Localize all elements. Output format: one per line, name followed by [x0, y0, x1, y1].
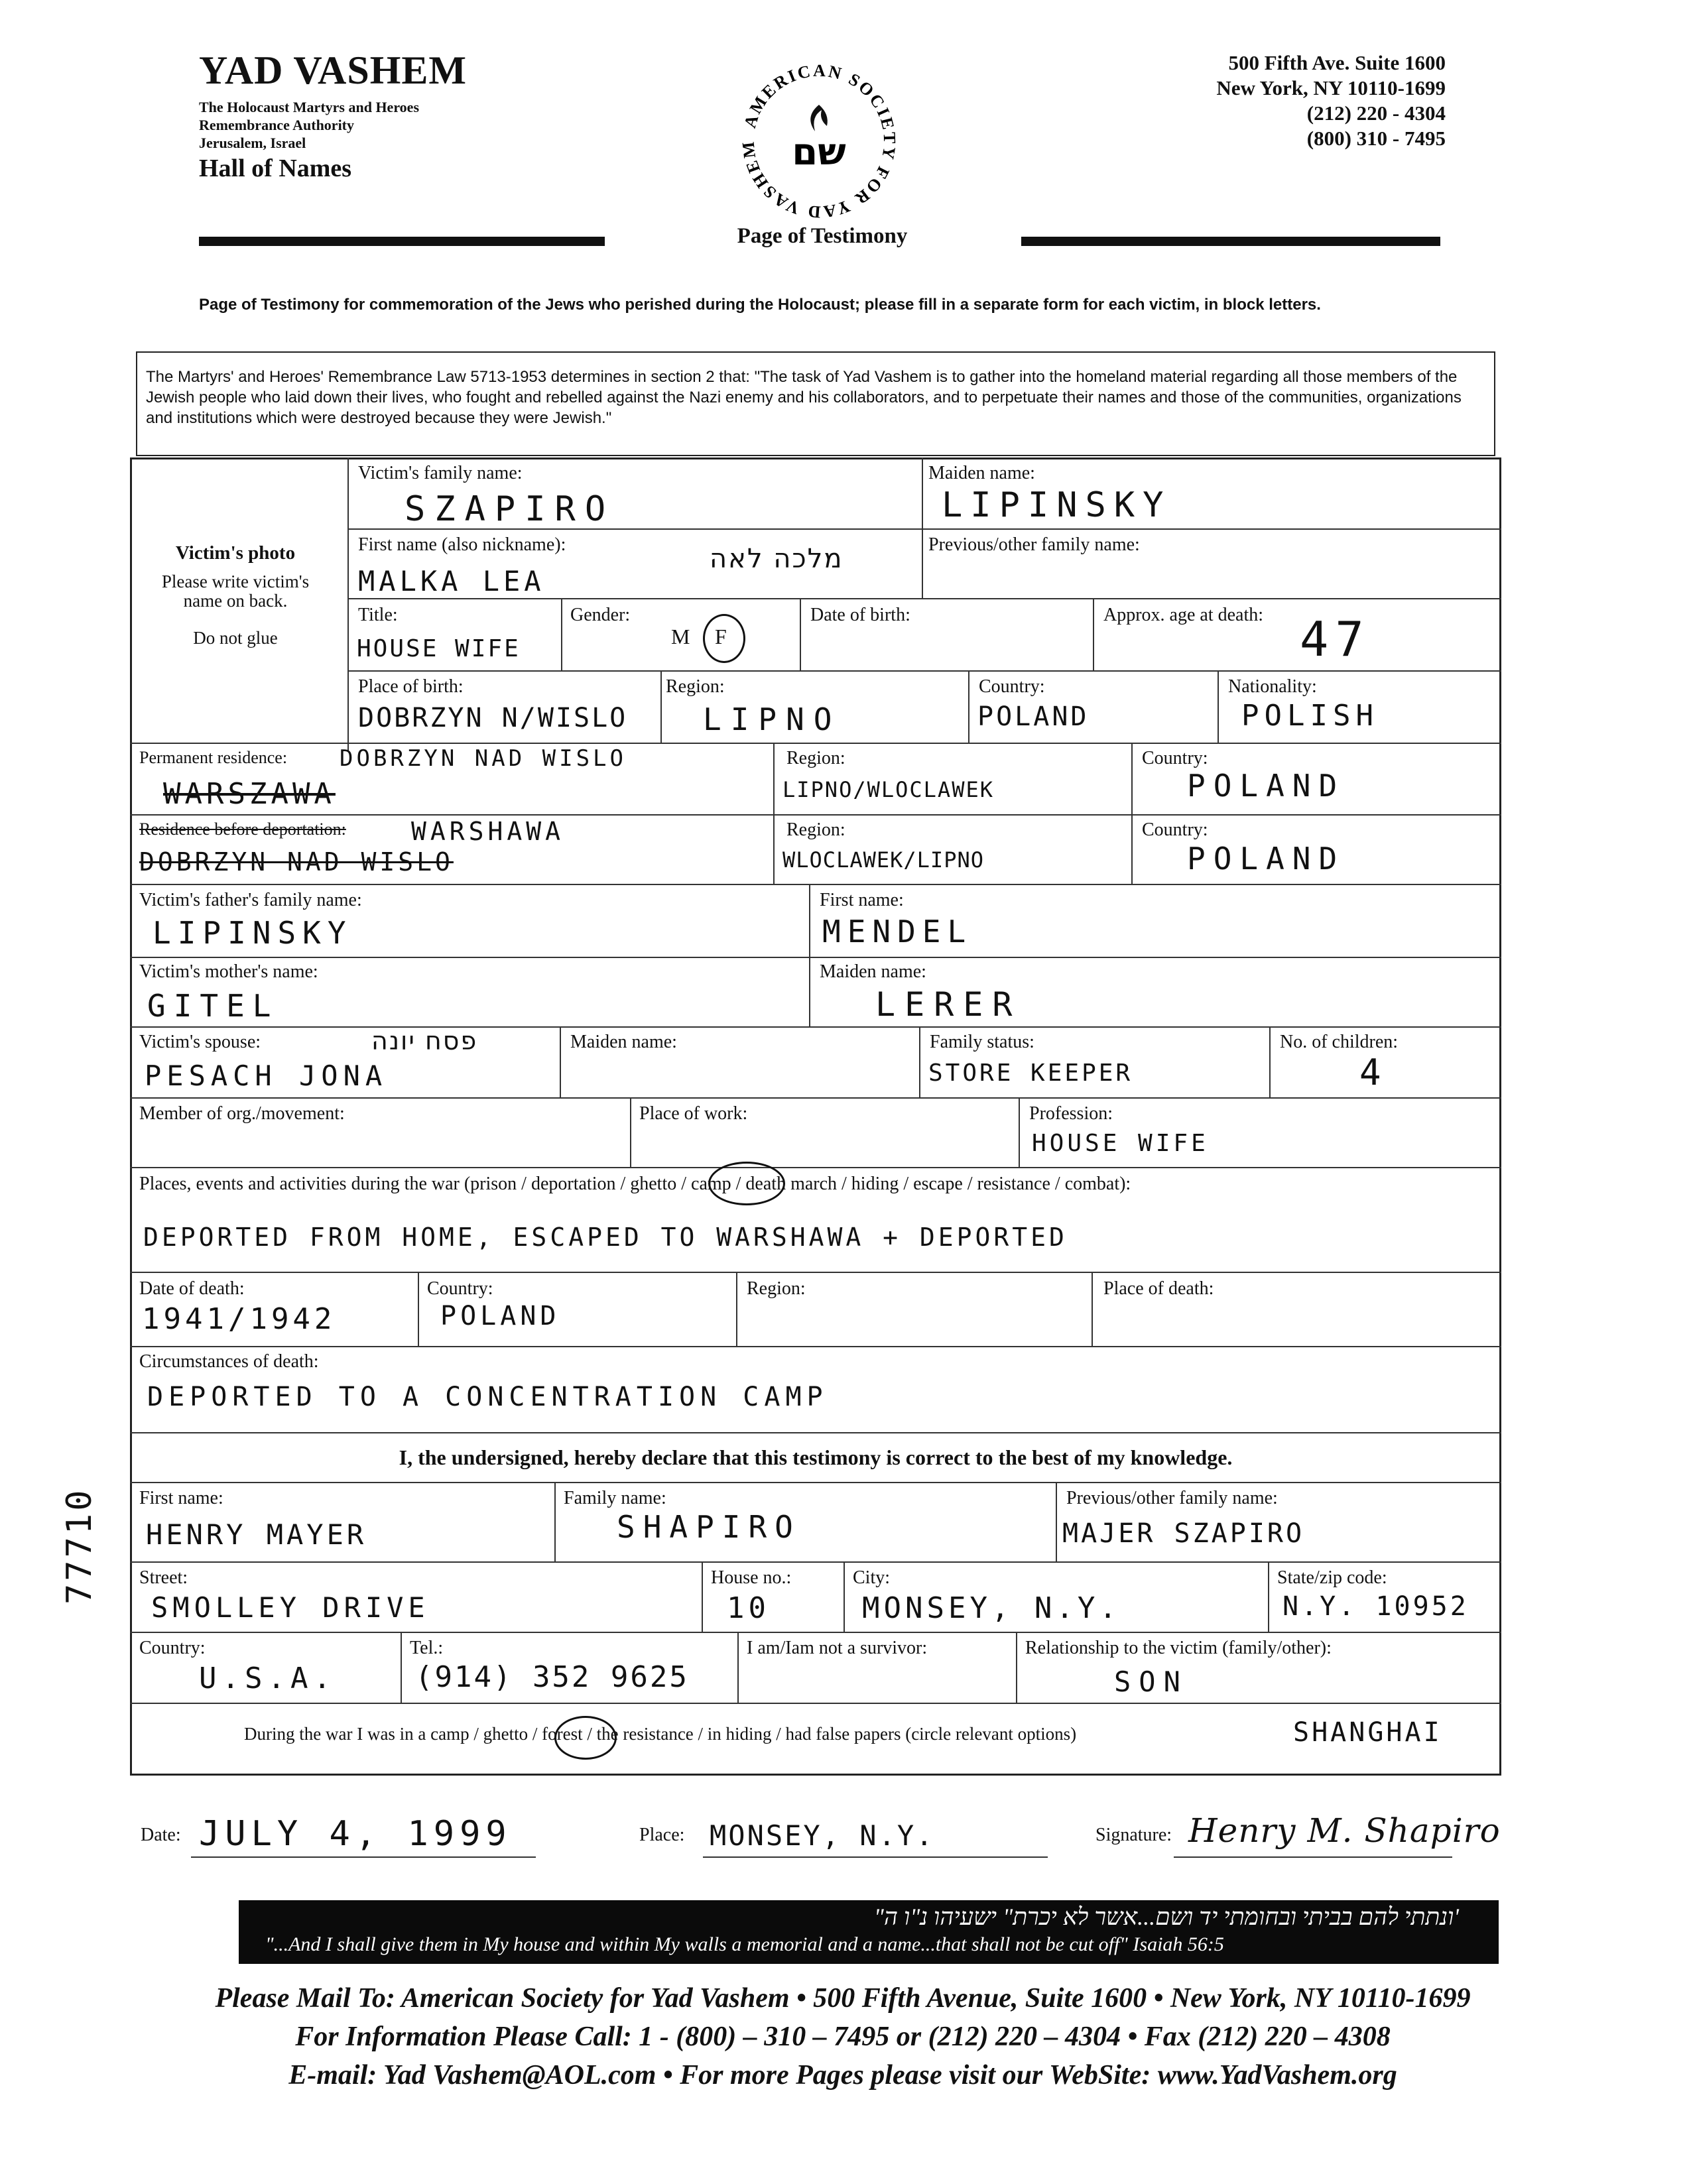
phone-line2: (800) 310 - 7495	[1306, 127, 1446, 150]
contact-address	[1088, 50, 1446, 151]
svg-text:AMERICAN SOCIETY FOR YAD VASHE: AMERICAN SOCIETY FOR YAD VASHEM	[738, 60, 900, 222]
label-no-of-children: No. of children:	[1280, 1032, 1399, 1052]
declaration: I, the undersigned, hereby declare that this testimony is correct to the best of my knowledge.	[399, 1445, 1233, 1469]
victim-perm-country: POLAND	[1187, 768, 1345, 804]
margin-number: 77710	[60, 1487, 99, 1605]
gender-f: F	[715, 625, 727, 648]
victim-first-name-hebrew: מלכה לאה	[710, 544, 844, 574]
label-submitter-country: Country:	[139, 1638, 206, 1658]
label-previous-family-name: Previous/other family name:	[928, 534, 1140, 555]
victim-war-places: DEPORTED FROM HOME, ESCAPED TO WARSHAWA + DEPORTED	[143, 1223, 1068, 1252]
label-spouse-maiden-name: Maiden name:	[570, 1032, 677, 1052]
label-family-name: Victim's family name:	[358, 463, 523, 483]
victim-mother-maiden-name: LERER	[875, 985, 1022, 1024]
signature-underline	[1174, 1856, 1452, 1858]
place-underline	[703, 1856, 1048, 1858]
label-title: Title:	[358, 605, 398, 625]
label-submitter-prev-name: Previous/other family name:	[1066, 1488, 1278, 1508]
submitter-prev-name: MAJER SZAPIRO	[1062, 1518, 1305, 1549]
signature: Henry M. Shapiro	[1188, 1811, 1501, 1850]
victim-title: HOUSE WIFE	[357, 635, 521, 662]
photo-title: Victim's photo	[175, 542, 296, 564]
submitter-family-name: SHAPIRO	[617, 1509, 801, 1545]
testimony-date: JULY 4, 1999	[199, 1814, 512, 1854]
gender-m: M	[671, 625, 690, 648]
label-pob-region: Region:	[666, 676, 725, 697]
victim-res-country: POLAND	[1187, 841, 1345, 877]
footer-phone-line: For Information Please Call: 1 - (800) – 310 – 7495 or (212) 220 – 4304 • Fax (212) 220 – 4308	[295, 2022, 1391, 2052]
submitter-tel: (914) 352 9625	[415, 1660, 689, 1694]
label-tel: Tel.:	[410, 1638, 444, 1658]
org-sub-line3: Jerusalem, Israel	[199, 135, 306, 151]
label-mother-name: Victim's mother's name:	[139, 961, 318, 982]
victim-family-status: STORE KEEPER	[928, 1060, 1133, 1087]
victim-pob-region: LIPNO	[703, 701, 842, 737]
hall-of-names: Hall of Names	[199, 154, 352, 182]
victim-perm-region: LIPNO/WLOCLAWEK	[782, 777, 994, 802]
submitter-country: U.S.A.	[199, 1662, 336, 1695]
org-sub-line1: The Holocaust Martyrs and Heroes	[199, 99, 420, 115]
org-title: YAD VASHEM	[199, 48, 468, 92]
submitter-first-name: HENRY MAYER	[146, 1518, 367, 1551]
victim-children: 4	[1359, 1052, 1385, 1093]
photo-line1: Please write victim's	[161, 572, 310, 591]
label-place: Place:	[639, 1825, 685, 1845]
victim-circumstances: DEPORTED TO A CONCENTRATION CAMP	[147, 1382, 828, 1412]
victim-place-of-birth: DOBRZYN N/WISLO	[358, 703, 628, 733]
address-line2: New York, NY 10110-1699	[1216, 76, 1446, 99]
logo-center-text: שם	[792, 131, 846, 174]
label-place-of-work: Place of work:	[639, 1103, 748, 1124]
label-perm-region: Region:	[786, 748, 845, 768]
victim-residence-before: DOBRZYN NAD WISLO	[139, 847, 454, 877]
label-family-status: Family status:	[930, 1032, 1034, 1052]
label-during-war: During the war I was in a camp / ghetto / forest / the resistance / in hiding / had false papers (circle relevant options)	[244, 1724, 1077, 1744]
label-place-of-birth: Place of birth:	[358, 676, 464, 697]
label-mother-maiden-name: Maiden name:	[820, 961, 926, 982]
label-profession: Profession:	[1029, 1103, 1113, 1124]
victim-first-name: MALKA LEA	[358, 565, 545, 597]
label-war-places: Places, events and activities during the war (prison / deportation / ghetto / camp / death march / hiding / escape / resistance / combat):	[139, 1174, 1131, 1194]
label-submitter-family-name: Family name:	[564, 1488, 666, 1508]
label-nationality: Nationality:	[1228, 676, 1317, 697]
label-death-country: Country:	[427, 1278, 493, 1299]
label-res-region: Region:	[786, 819, 845, 840]
address-line1: 500 Fifth Ave. Suite 1600	[1228, 51, 1446, 74]
date-underline	[191, 1856, 536, 1858]
label-city: City:	[853, 1567, 891, 1588]
submitter-war-place: SHANGHAI	[1293, 1717, 1442, 1748]
footer-web-line: E-mail: Yad Vashem@AOL.com • For more Pages please visit our WebSite: www.YadVashem.org	[288, 2060, 1397, 2091]
submitter-state-zip: N.Y. 10952	[1282, 1591, 1469, 1622]
label-father-family-name: Victim's father's family name:	[139, 890, 362, 910]
victim-father-family-name: LIPINSKY	[153, 915, 353, 951]
victim-maiden-name: LIPINSKY	[942, 485, 1172, 525]
label-maiden-name: Maiden name:	[928, 463, 1035, 483]
ghetto-circle-mark-2	[554, 1716, 617, 1760]
label-member-org: Member of org./movement:	[139, 1103, 345, 1124]
label-death-region: Region:	[747, 1278, 806, 1299]
society-logo	[736, 58, 902, 227]
quote-english: "...And I shall give them in My house and within My walls a memorial and a name...that shall not be cut off" Isaiah 56:5	[265, 1933, 1224, 1955]
victim-res-before-annotation: WARSHAWA	[411, 817, 565, 846]
label-relationship: Relationship to the victim (family/other):	[1025, 1638, 1332, 1658]
victim-perm-res-annotation: DOBRZYN NAD WISLO	[340, 745, 627, 772]
ghetto-circle-mark	[708, 1162, 785, 1205]
isaiah-quote-banner	[239, 1900, 1499, 1964]
victim-profession: HOUSE WIFE	[1032, 1130, 1209, 1157]
label-gender: Gender:	[570, 605, 631, 625]
submitter-city: MONSEY, N.Y.	[862, 1591, 1121, 1625]
label-house-no: House no.:	[711, 1567, 792, 1588]
org-sub-line2: Remembrance Authority	[199, 117, 355, 133]
label-signature: Signature:	[1095, 1825, 1172, 1845]
victim-age: 47	[1300, 611, 1371, 667]
label-survivor: I am/Iam not a survivor:	[747, 1638, 928, 1658]
label-place-of-death: Place of death:	[1103, 1278, 1214, 1299]
photo-line2: name on back.	[183, 591, 288, 611]
header-rule-right	[1021, 237, 1440, 246]
label-father-first-name: First name:	[820, 890, 904, 910]
victim-date-of-death: 1941/1942	[142, 1302, 336, 1336]
label-permanent-residence: Permanent residence:	[139, 748, 288, 767]
page-title: Page of Testimony	[737, 224, 908, 248]
victim-nationality: POLISH	[1241, 699, 1379, 733]
label-spouse: Victim's spouse:	[139, 1032, 261, 1052]
label-street: Street:	[139, 1567, 188, 1588]
testimony-place: MONSEY, N.Y.	[710, 1819, 935, 1852]
label-first-name: First name (also nickname):	[358, 534, 566, 555]
label-pob-country: Country:	[979, 676, 1045, 697]
victim-photo-area	[136, 542, 335, 648]
photo-no-glue: Do not glue	[193, 628, 278, 648]
victim-pob-country: POLAND	[977, 701, 1090, 732]
label-residence-before-deportation: Residence before deportation:	[139, 819, 346, 839]
gender-circle-mark	[703, 614, 745, 663]
label-state-zip: State/zip code:	[1277, 1567, 1387, 1588]
law-text: The Martyrs' and Heroes' Remembrance Law 5713-1953 determines in section 2 that: "The task of Yad Vashem is to gather into the homeland material regarding all those members of the Jewish people who laid down their lives, who fought and rebelled against the Nazi enemy and his collaborators, and to perpetuate their names and those of the communities, organizations and institutions which were destroyed because they were Jewish."	[146, 368, 1462, 427]
label-date-of-birth: Date of birth:	[810, 605, 910, 625]
phone-line1: (212) 220 - 4304	[1306, 101, 1446, 125]
submitter-street: SMOLLEY DRIVE	[151, 1591, 430, 1624]
label-res-country: Country:	[1142, 819, 1208, 840]
quote-hebrew: "ונתתי להם בביתי ובחומתי יד ושם...אשר לא יכרת" ישעיהו נ"ו ה'	[873, 1904, 1459, 1930]
victim-death-country: POLAND	[440, 1301, 560, 1331]
victim-mother-name: GITEL	[147, 988, 279, 1024]
victim-res-region: WLOCLAWEK/LIPNO	[782, 847, 984, 873]
victim-permanent-residence: WARSZAWA	[163, 777, 336, 811]
label-date-of-death: Date of death:	[139, 1278, 245, 1299]
intro-text: Page of Testimony for commemoration of the Jews who perished during the Holocaust; please fill in a separate form for each victim, in block letters.	[199, 296, 1321, 314]
label-submitter-first-name: First name:	[139, 1488, 223, 1508]
label-perm-country: Country:	[1142, 748, 1208, 768]
header-rule-left	[199, 237, 605, 246]
label-date: Date:	[141, 1825, 181, 1845]
victim-father-first-name: MENDEL	[822, 914, 973, 949]
label-approx-age: Approx. age at death:	[1103, 605, 1264, 625]
label-circumstances: Circumstances of death:	[139, 1351, 319, 1372]
victim-spouse: PESACH JONA	[145, 1060, 388, 1092]
photo-instruction	[136, 572, 335, 611]
submitter-relationship: SON	[1114, 1666, 1188, 1698]
victim-spouse-hebrew: פסח יונה	[371, 1026, 478, 1056]
victim-family-name: SZAPIRO	[405, 489, 615, 529]
footer-mail-line: Please Mail To: American Society for Yad Vashem • 500 Fifth Avenue, Suite 1600 • New York, NY 10110-1699	[215, 1983, 1471, 2014]
submitter-house-no: 10	[727, 1591, 770, 1625]
org-subtitle	[199, 98, 419, 152]
